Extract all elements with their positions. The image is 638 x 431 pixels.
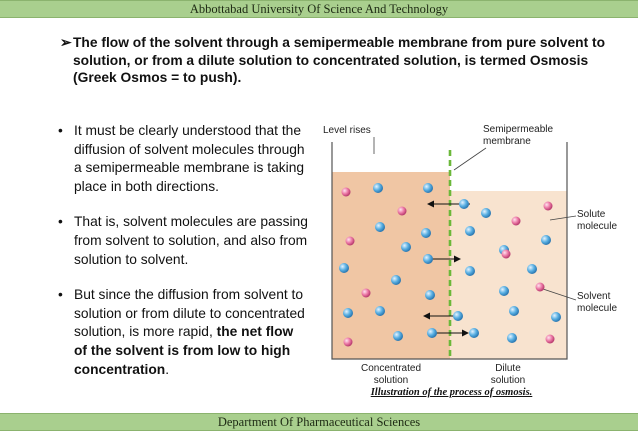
solute-molecule [344,338,353,347]
bullet-text: That is, solvent molecules are passing from solvent to solution, and also from solution to solvent. [74,214,308,267]
header-band [0,0,638,18]
figure-caption: Illustration of the process of osmosis. [370,387,533,398]
solute-molecule [342,188,351,197]
solvent-molecule [453,311,463,321]
bullet-dot-icon: • [58,123,63,138]
solute-label-line-1: Solute [577,209,606,220]
concentrated-label-line-2: solution [373,375,409,386]
bullet-bold-text: the net flow of the solvent is from low to high concentration [74,324,294,377]
footer-band [0,413,638,431]
heading-text: The flow of the solvent through a semipermeable membrane from pure solvent to solution, or from a dilute solution to concentrated solution, is termed Osmosis (Greek Osmos = to push). [73,35,606,85]
solvent-molecule [401,242,411,252]
solute-molecule [536,283,545,292]
solute-molecule [544,202,553,211]
solvent-molecule [423,183,433,193]
concentrated-label-line-1: Concentrated [360,363,422,374]
solvent-molecule [339,263,349,273]
osmosis-figure [318,120,618,388]
solute-label-line-2: molecule [577,221,618,232]
solvent-molecule [469,328,479,338]
dilute-label-line-2: solution [490,375,526,386]
solvent-molecule [343,308,353,318]
bullet-item-1 [58,122,308,196]
solvent-molecule [421,228,431,238]
dilute-label-line-1: Dilute [495,363,521,374]
bullet-tail: . [165,361,170,377]
slide-heading [60,34,608,87]
solvent-molecule [509,306,519,316]
solvent-molecule [423,254,433,264]
solute-molecule [398,207,407,216]
solute-molecule [546,335,555,344]
solvent-molecule [393,331,403,341]
solvent-molecule [459,199,469,209]
membrane-label-line-1: Semipermeable [483,124,554,135]
solvent-label-line-1: Solvent [577,291,611,302]
bullet-item-3 [58,286,308,379]
solute-molecule [346,237,355,246]
solvent-molecule [427,328,437,338]
solvent-molecule [375,306,385,316]
level-rises-label: Level rises [323,125,371,136]
solute-molecule [512,217,521,226]
membrane-leader [454,148,486,170]
department-name: Department Of Pharmaceutical Sciences [217,415,421,429]
bullet-dot-icon: • [58,287,63,303]
solute-molecule [362,289,371,298]
institution-name: Abbottabad University Of Science And Technology [189,2,449,16]
solvent-molecule [499,286,509,296]
solvent-molecule [373,183,383,193]
solvent-molecule [551,312,561,322]
solvent-molecule [425,290,435,300]
solvent-molecule [465,226,475,236]
bullet-text: It must be clearly understood that the diffusion of solvent molecules through a semipermeable membrane is taking place in both directions. [74,123,305,194]
bullet-item-2 [58,213,308,269]
bullet-list [58,122,308,396]
arrow-bullet-icon: ➢ [60,35,72,50]
solvent-molecule [541,235,551,245]
solvent-molecule [527,264,537,274]
solvent-molecule [375,222,385,232]
bullet-dot-icon: • [58,214,63,230]
solvent-molecule [481,208,491,218]
membrane-label-line-2: membrane [483,136,531,147]
solvent-molecule [465,266,475,276]
solvent-molecule [507,333,517,343]
solvent-label-line-2: molecule [577,303,618,314]
solvent-molecule [391,275,401,285]
bullet-text: But since the diffusion from solvent to solution or from dilute to concentrated solution, is more rapid, [74,287,305,340]
solute-molecule [502,250,511,259]
